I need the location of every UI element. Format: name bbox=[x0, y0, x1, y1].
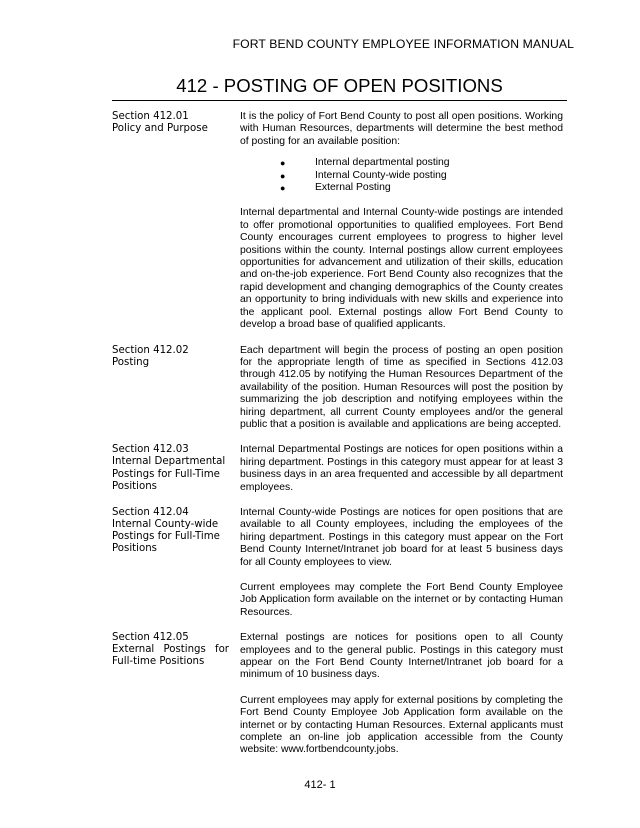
section-heading: Positions bbox=[112, 480, 157, 492]
section-heading: Postings for Full-Time bbox=[112, 531, 220, 543]
list-item-text: Internal County-wide posting bbox=[315, 169, 447, 181]
page-number: 412- 1 bbox=[304, 779, 336, 791]
bullet-icon: ● bbox=[280, 170, 286, 181]
paragraph: Internal Departmental Postings are notices for open positions within a hiring department. Postings in this category must appear for at least 3 business days in an area frequented and accessible by all department employees. bbox=[240, 444, 563, 493]
section-body bbox=[240, 345, 563, 432]
section-body bbox=[240, 444, 563, 494]
paragraph: Each department will begin the process of posting an open position for the appropriate length of time as specified in Sections 412.03 through 412.05 by notifying the Human Resources Department of the availability of the position. Human Resources will post the position by summarizing the job description and notifying employees within the hiring department, all current County employees and/or the general public that a position is available and applications are being accepted. bbox=[240, 344, 563, 430]
paragraph: Internal County-wide Postings are notices for open positions that are available to all County employees, including the employees of the hiring department. Postings in this category must appear on the Fort Bend County Internet/Intranet job board for at least 5 business days for all County employees to view. bbox=[240, 506, 563, 568]
heading-word: for bbox=[214, 644, 229, 656]
section-label bbox=[112, 444, 240, 494]
page-title: 412 - POSTING OF OPEN POSITIONS bbox=[112, 75, 567, 101]
section-412-03 bbox=[112, 444, 567, 494]
list-item bbox=[240, 170, 563, 182]
section-label bbox=[112, 345, 240, 432]
paragraph: Current employees may apply for external positions by completing the Fort Bend County Employee Job Application form available on the internet or by contacting Human Resources. External applicants must complete an on-line job application accessible from the County website: www.fortbendcounty.jobs. bbox=[240, 694, 563, 756]
posting-types-list bbox=[240, 157, 563, 194]
section-heading: Internal Departmental bbox=[112, 456, 226, 468]
section-number: Section 412.03 bbox=[112, 444, 189, 456]
section-heading: Policy and Purpose bbox=[112, 123, 208, 135]
list-item bbox=[240, 157, 563, 169]
section-label bbox=[112, 507, 240, 619]
section-412-02 bbox=[112, 345, 567, 432]
section-heading: Internal County-wide bbox=[112, 519, 219, 531]
section-heading: Postings for Full-Time bbox=[112, 468, 220, 480]
heading-word: Postings bbox=[163, 644, 206, 656]
section-heading: Full-time Positions bbox=[112, 656, 205, 668]
bullet-icon: ● bbox=[280, 158, 286, 169]
section-heading: Positions bbox=[112, 543, 157, 555]
section-label bbox=[112, 111, 240, 332]
section-heading bbox=[112, 644, 229, 656]
paragraph: Internal departmental and Internal County-wide postings are intended to offer promotional opportunities to qualified employees. Fort Bend County encourages current employees to progress to higher level positions within the county. Internal postings allow current employees opportunities for advancement and utilization of their skills, education and on-the-job experience. Fort Bend County also recognizes that the rapid development and changing demographics of the County creates an opportunity to bring individuals with new skills and experience into the applicant pool. External postings allow Fort Bend County to develop a broad base of qualified applicants. bbox=[240, 207, 563, 331]
section-number: Section 412.01 bbox=[112, 111, 189, 122]
list-item-text: Internal departmental posting bbox=[315, 157, 450, 169]
paragraph: Current employees may complete the Fort Bend County Employee Job Application form available on the internet or by contacting Human Resources. bbox=[240, 582, 563, 618]
list-item-text: External Posting bbox=[315, 182, 391, 194]
section-412-01 bbox=[112, 111, 567, 332]
section-body bbox=[240, 632, 563, 757]
section-412-05 bbox=[112, 632, 567, 757]
heading-word: External bbox=[112, 644, 155, 656]
section-number: Section 412.02 bbox=[112, 344, 189, 356]
section-body bbox=[240, 111, 563, 332]
section-heading: Posting bbox=[112, 356, 150, 368]
paragraph: External postings are notices for positions open to all County employees and to the general public. Postings in this category must appear on the Fort Bend County Internet/Intranet job board for a minimum of 10 business days. bbox=[240, 632, 563, 681]
paragraph: It is the policy of Fort Bend County to post all open positions. Working with Human Resources, departments will determine the best method of posting for an available position: bbox=[240, 111, 563, 147]
bullet-icon: ● bbox=[280, 183, 286, 194]
section-412-04 bbox=[112, 507, 567, 619]
section-body bbox=[240, 507, 563, 619]
running-header: FORT BEND COUNTY EMPLOYEE INFORMATION MANUAL bbox=[232, 37, 574, 51]
section-number: Section 412.05 bbox=[112, 632, 189, 644]
section-label bbox=[112, 632, 240, 757]
section-number: Section 412.04 bbox=[112, 506, 189, 518]
list-item bbox=[240, 182, 563, 194]
sections bbox=[112, 111, 567, 770]
